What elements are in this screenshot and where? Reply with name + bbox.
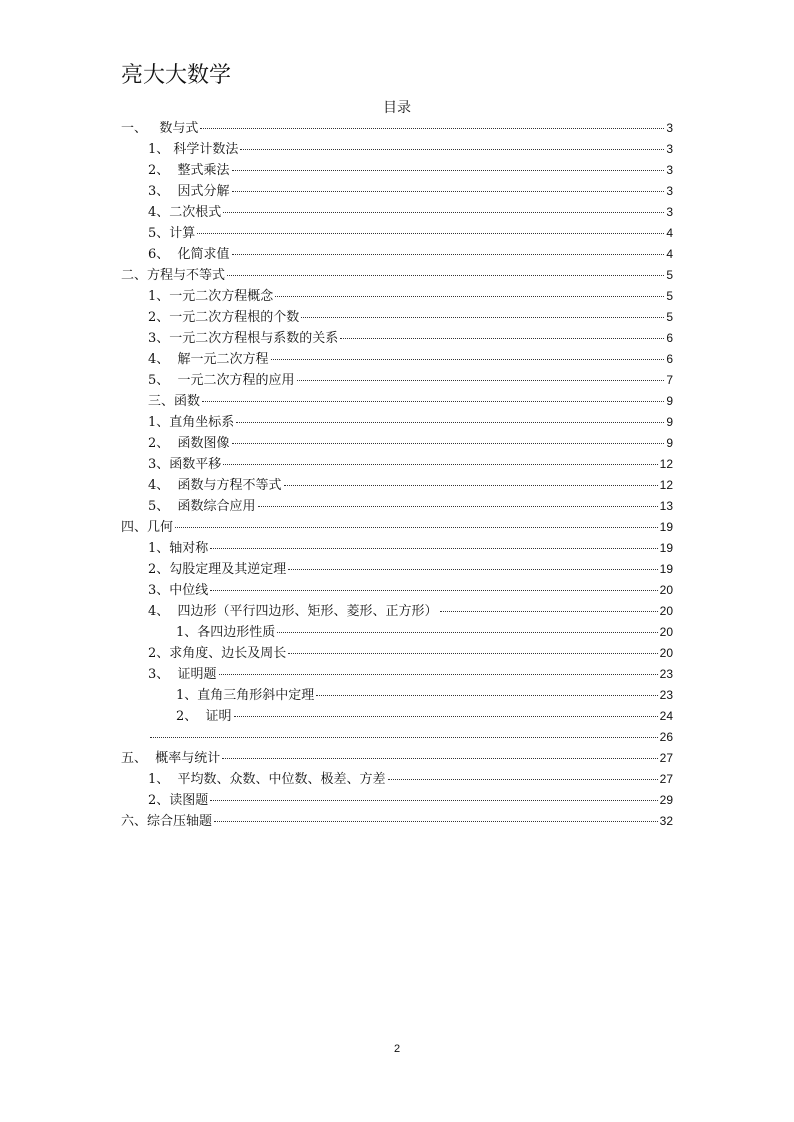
toc-entry-page: 5: [666, 310, 673, 324]
dot-leader: [210, 800, 657, 801]
dot-leader: [340, 338, 664, 339]
toc-entry-1-1[interactable]: [148, 141, 673, 157]
toc-entry-label: 4、二次根式: [148, 205, 222, 220]
toc-entry-page: 4: [666, 247, 673, 261]
toc-entry-page: 3: [666, 121, 673, 135]
toc-entry-page: 5: [666, 289, 673, 303]
toc-entry-2-4[interactable]: [148, 351, 673, 367]
toc-entry-page: 29: [659, 793, 673, 807]
toc-entry-section-2[interactable]: [121, 267, 673, 283]
toc-entry-page: 9: [666, 436, 673, 450]
toc-entry-1-2[interactable]: [148, 162, 673, 178]
dot-leader: [232, 254, 665, 255]
toc-entry-3-1[interactable]: [148, 414, 673, 430]
toc-entry-label: 1、直角三角形斜中定理: [176, 688, 315, 703]
toc-entry-label: 1、直角坐标系: [148, 415, 235, 430]
toc-entry-4-6[interactable]: [148, 666, 673, 682]
dot-leader: [223, 464, 657, 465]
dot-leader: [210, 548, 657, 549]
dot-leader: [301, 317, 664, 318]
toc-entry-section-3[interactable]: [148, 393, 673, 409]
toc-entry-page: 20: [659, 604, 673, 618]
dot-leader: [275, 296, 664, 297]
toc-entry-label: 1、一元二次方程概念: [148, 289, 274, 304]
toc-entry-page: 19: [659, 520, 673, 534]
toc-entry-1-6[interactable]: [148, 246, 673, 262]
dot-leader: [297, 380, 665, 381]
dot-leader: [240, 149, 664, 150]
dot-leader: [200, 128, 664, 129]
toc-entry-page: 12: [659, 478, 673, 492]
toc-entry-section-1[interactable]: [121, 120, 673, 136]
toc-entry-page: 9: [666, 415, 673, 429]
toc-title: 目录: [383, 100, 411, 116]
toc-entry-label: 2、 函数图像: [148, 436, 230, 451]
toc-entry-page: 32: [659, 814, 673, 828]
toc-entry-4-4-1[interactable]: [176, 624, 673, 640]
toc-entry-label: 2、 证明: [176, 709, 232, 724]
toc-entry-label: 3、中位线: [148, 583, 209, 598]
dot-leader: [150, 737, 658, 738]
toc-entry-page: 3: [666, 184, 673, 198]
toc-entry-page: 23: [659, 688, 673, 702]
toc-entry-4-2[interactable]: [148, 561, 673, 577]
toc-entry-page: 9: [666, 394, 673, 408]
toc-entry-label: 二、方程与不等式: [121, 268, 226, 283]
dot-leader: [258, 506, 658, 507]
toc-entry-label: 3、 因式分解: [148, 184, 230, 199]
dot-leader: [388, 779, 658, 780]
dot-leader: [202, 401, 664, 402]
toc-entry-page: 6: [666, 331, 673, 345]
toc-entry-page: 19: [659, 541, 673, 555]
dot-leader: [227, 275, 664, 276]
dot-leader: [175, 527, 658, 528]
toc-entry-page: 4: [666, 226, 673, 240]
toc-entry-4-3[interactable]: [148, 582, 673, 598]
toc-entry-page: 27: [659, 772, 673, 786]
toc-entry-4-1[interactable]: [148, 540, 673, 556]
toc-entry-page: 12: [659, 457, 673, 471]
dot-leader: [232, 191, 665, 192]
toc-entry-2-5[interactable]: [148, 372, 673, 388]
toc-entry-page: 3: [666, 163, 673, 177]
toc-entry-3-3[interactable]: [148, 456, 673, 472]
dot-leader: [223, 212, 664, 213]
toc-entry-3-2[interactable]: [148, 435, 673, 451]
dot-leader: [288, 653, 657, 654]
toc-entry-4-4[interactable]: [148, 603, 673, 619]
toc-entry-label: 三、函数: [148, 394, 201, 409]
toc-entry-page: 24: [659, 709, 673, 723]
toc-entry-3-5[interactable]: [148, 498, 673, 514]
dot-leader: [271, 359, 665, 360]
toc-entry-label: 4、 解一元二次方程: [148, 352, 269, 367]
dot-leader: [219, 674, 658, 675]
toc-entry-label: 1、 科学计数法: [148, 142, 239, 157]
dot-leader: [277, 632, 657, 633]
toc-entry-1-5[interactable]: [148, 225, 673, 241]
toc-entry-1-3[interactable]: [148, 183, 673, 199]
toc-entry-label: 5、计算: [148, 226, 196, 241]
toc-entry-label: 2、读图题: [148, 793, 209, 808]
toc-entry-page: 20: [659, 646, 673, 660]
toc-entry-label: 2、勾股定理及其逆定理: [148, 562, 287, 577]
toc-entry-label: 3、 证明题: [148, 667, 217, 682]
toc-entry-section-5[interactable]: [121, 750, 673, 766]
toc-entry-page: 27: [659, 751, 673, 765]
toc-entry-label: 1、各四边形性质: [176, 625, 276, 640]
toc-entry-label: 6、 化简求值: [148, 247, 230, 262]
toc-entry-unlabeled[interactable]: [148, 729, 673, 745]
toc-entry-page: 5: [666, 268, 673, 282]
toc-entry-5-1[interactable]: [148, 771, 673, 787]
dot-leader: [210, 590, 657, 591]
toc-entry-label: 六、综合压轴题: [121, 814, 213, 829]
dot-leader: [234, 716, 658, 717]
toc-entry-section-6[interactable]: [121, 813, 673, 829]
toc-entry-label: 3、一元二次方程根与系数的关系: [148, 331, 339, 346]
dot-leader: [284, 485, 658, 486]
dot-leader: [214, 821, 658, 822]
dot-leader: [222, 758, 657, 759]
toc-entry-label: 2、一元二次方程根的个数: [148, 310, 300, 325]
toc-entry-label: 4、 四边形（平行四边形、矩形、菱形、正方形）: [148, 604, 438, 619]
toc-entry-3-4[interactable]: [148, 477, 673, 493]
toc-entry-section-4[interactable]: [121, 519, 673, 535]
dot-leader: [236, 422, 664, 423]
toc-entry-4-6-1[interactable]: [176, 687, 673, 703]
toc-entry-page: 3: [666, 205, 673, 219]
toc-entry-label: 四、几何: [121, 520, 174, 535]
toc-entry-label: 5、 函数综合应用: [148, 499, 256, 514]
toc-entry-page: 6: [666, 352, 673, 366]
toc-entry-page: 3: [666, 142, 673, 156]
toc-entry-2-3[interactable]: [148, 330, 673, 346]
dot-leader: [197, 233, 664, 234]
toc-entry-label: 4、 函数与方程不等式: [148, 478, 282, 493]
toc-entry-label: 1、轴对称: [148, 541, 209, 556]
page-number: 2: [393, 1043, 401, 1055]
toc-entry-2-2[interactable]: [148, 309, 673, 325]
toc-entry-label: 2、求角度、边长及周长: [148, 646, 287, 661]
toc-entry-label: 5、 一元二次方程的应用: [148, 373, 295, 388]
dot-leader: [440, 611, 658, 612]
toc-entry-label: 2、 整式乘法: [148, 163, 230, 178]
dot-leader: [288, 569, 657, 570]
toc-entry-page: 7: [666, 373, 673, 387]
toc-entry-page: 20: [659, 583, 673, 597]
toc-entry-label: 3、函数平移: [148, 457, 222, 472]
dot-leader: [316, 695, 657, 696]
toc-entry-page: 19: [659, 562, 673, 576]
toc-entry-label: 一、 数与式: [121, 121, 199, 136]
toc-entry-page: 26: [659, 730, 673, 744]
toc-entry-label: 1、 平均数、众数、中位数、极差、方差: [148, 772, 386, 787]
dot-leader: [232, 170, 665, 171]
toc-entry-page: 20: [659, 625, 673, 639]
dot-leader: [232, 443, 665, 444]
document-header-title: 亮大大数学: [121, 63, 232, 88]
toc-entry-4-6-2[interactable]: [176, 708, 673, 724]
toc-entry-1-4[interactable]: [148, 204, 673, 220]
toc-entry-5-2[interactable]: [148, 792, 673, 808]
toc-entry-label: 五、 概率与统计: [121, 751, 221, 766]
toc-entry-page: 23: [659, 667, 673, 681]
toc-entry-page: 13: [659, 499, 673, 513]
toc-entry-4-5[interactable]: [148, 645, 673, 661]
toc-entry-2-1[interactable]: [148, 288, 673, 304]
